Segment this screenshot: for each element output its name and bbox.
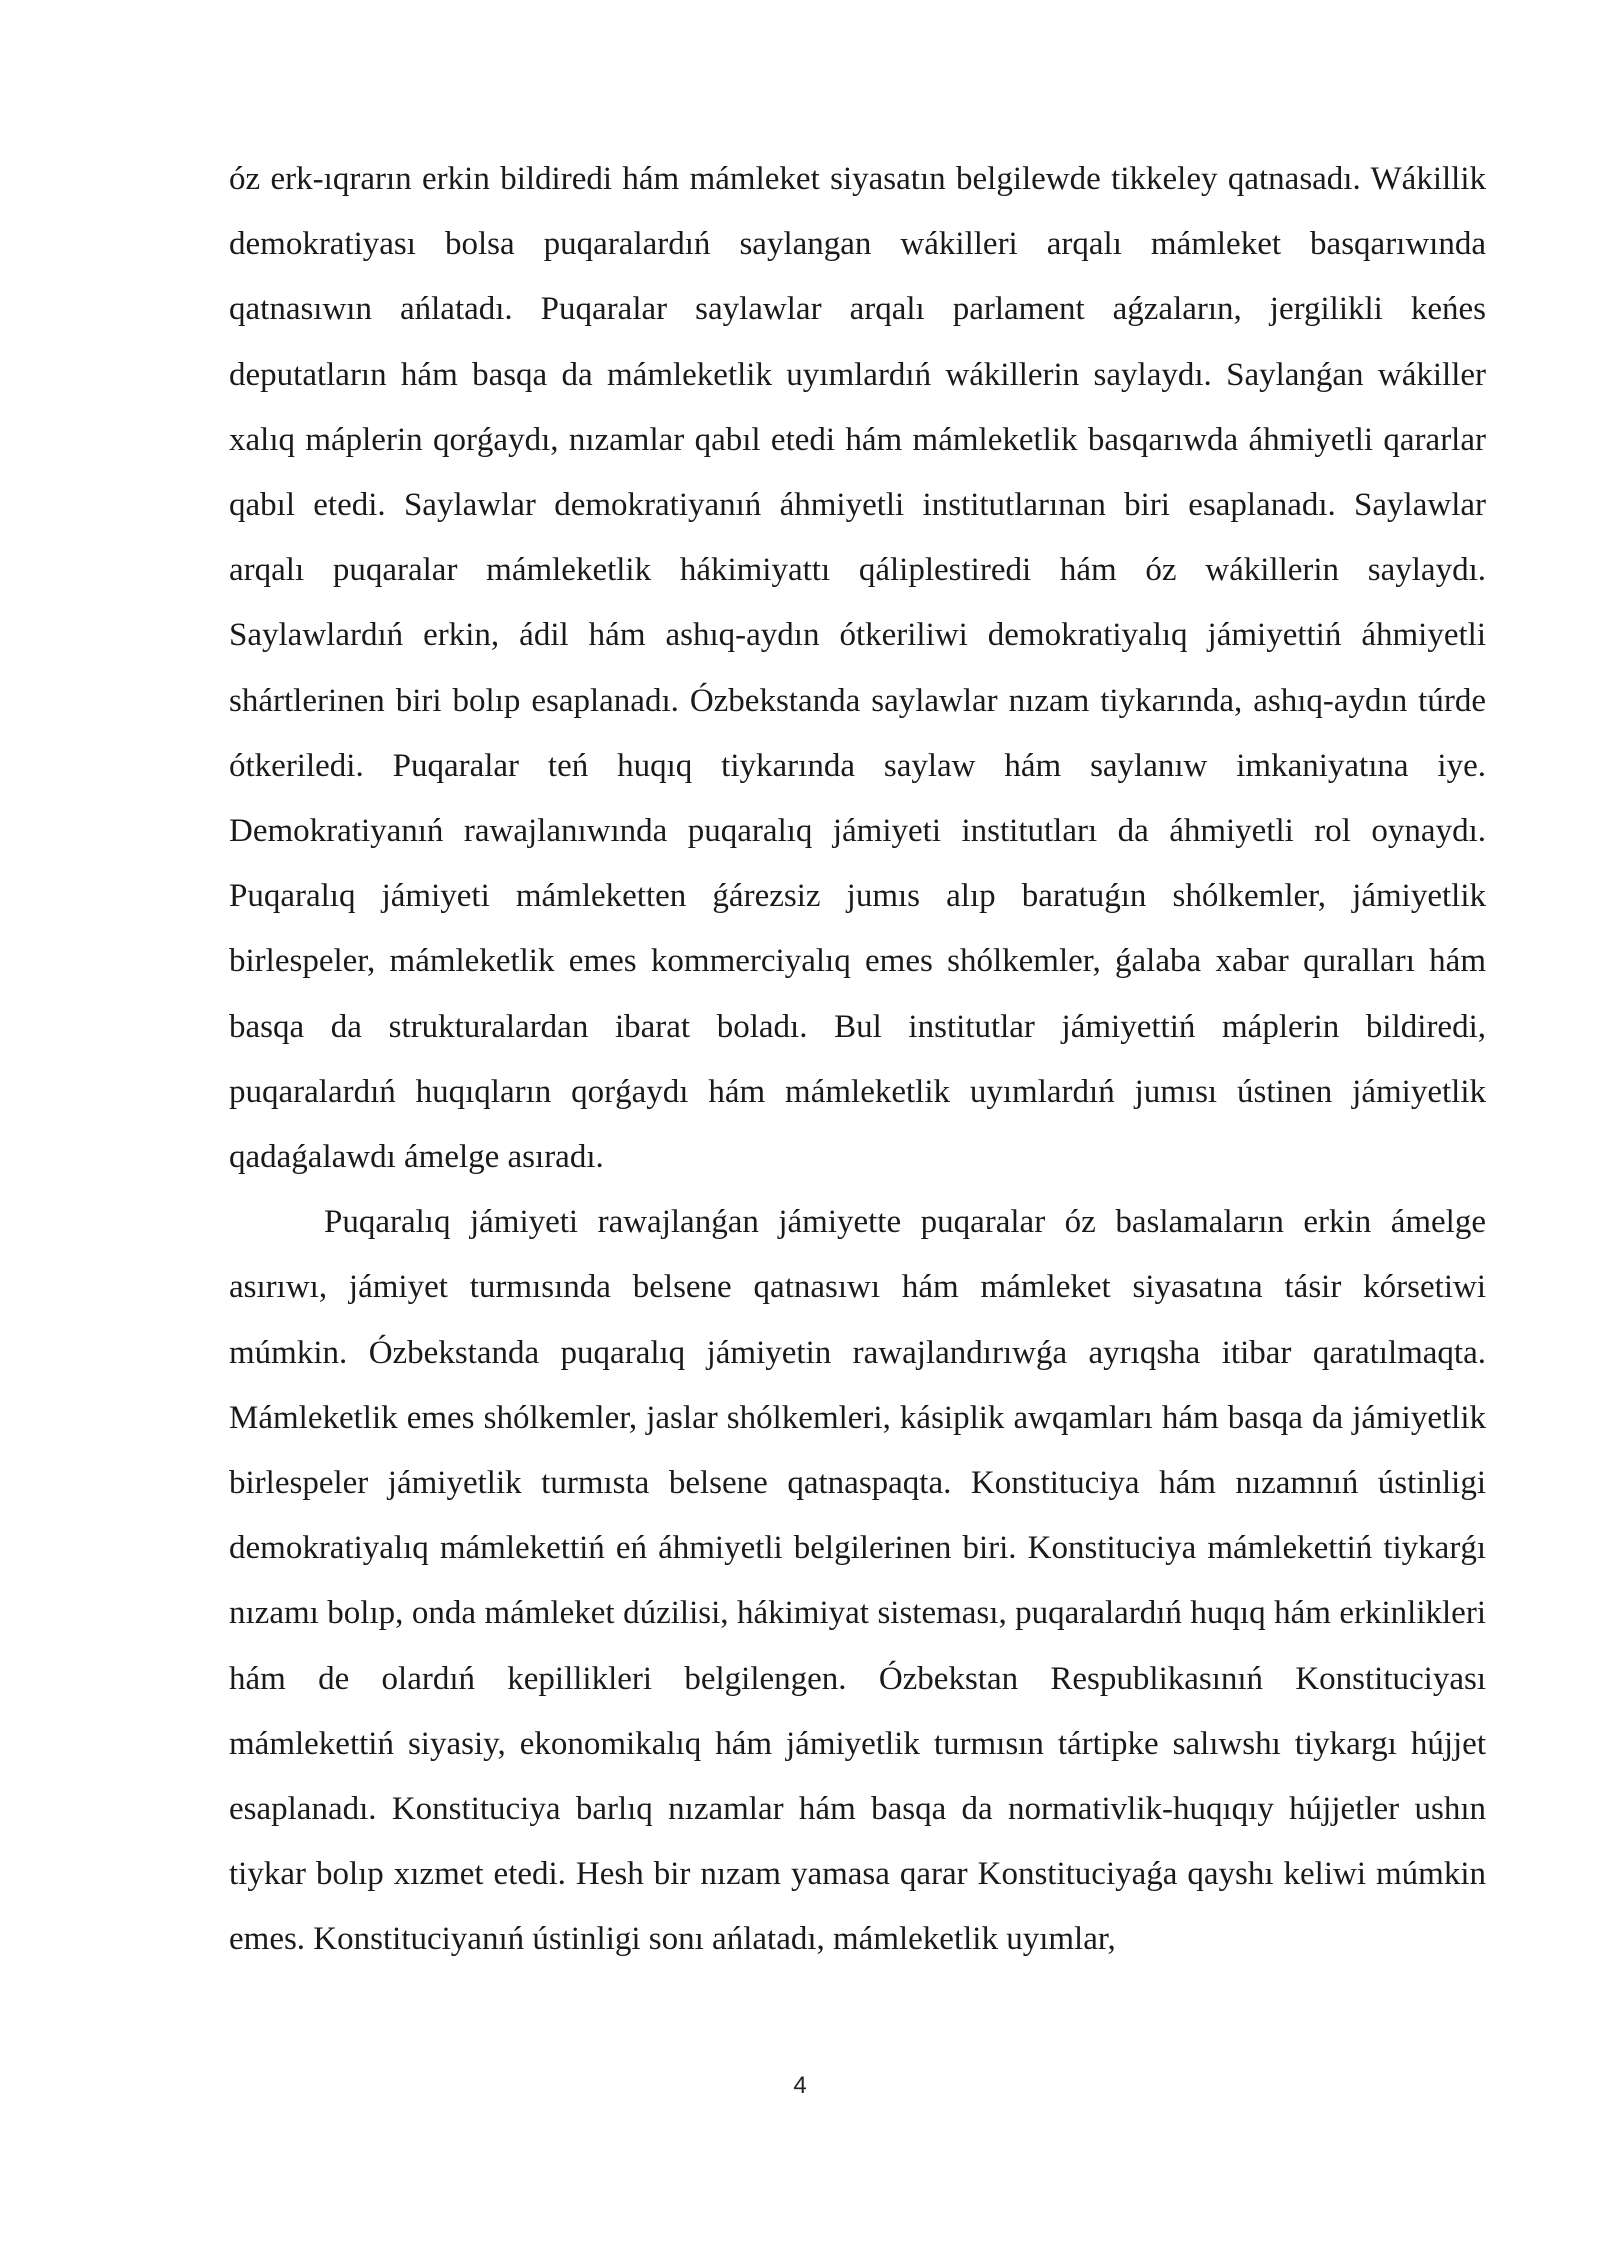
paragraph-continued: óz erk-ıqrarın erkin bildiredi hám mámleket siyasatın belgilewde tikkeley qatnasadı. Wákillik demokratiyası bolsa puqaralardıń saylangan wákilleri arqalı mámleket basqarıwında qatnasıwın ańlatadı. Puqaralar saylawlar arqalı parlament aǵzaların, jergilikli keńes deputatların hám basqa da mámleketlik uyımlardıń wákillerin saylaydı. Saylanǵan wákiller xalıq máplerin qorǵaydı, nızamlar qabıl etedi hám mámleketlik basqarıwda áhmiyetli qararlar qabıl etedi. Saylawlar demokratiyanıń áhmiyetli institutlarınan biri esaplanadı. Saylawlar arqalı puqaralar mámleketlik hákimiyattı qáliplestiredi hám óz wákillerin saylaydı. Saylawlardıń erkin, ádil hám ashıq-aydın ótkeriliwi demokratiyalıq jámiyettiń áhmiyetli shártlerinen biri bolıp esaplanadı. Ózbekstanda saylawlar nızam tiykarında, ashıq-aydın túrde ótkeriledi. Puqaralar teń huqıq tiykarında saylaw hám saylanıw imkaniyatına iye. Demokratiyanıń rawajlanıwında puqaralıq jámiyeti institutları da áhmiyetli rol oynaydı. Puqaralıq jámiyeti mámleketten ǵárezsiz jumıs alıp baratuǵın shólkemler, jámiyetlik birlespeler, mámleketlik emes kommerciyalıq emes shólkemler, ǵalaba xabar quralları hám basqa da strukturalardan ibarat boladı. Bul institutlar jámiyettiń máplerin bildiredi, puqaralardıń huqıqların qorǵaydı hám mámleketlik uyımlardıń jumısı ústinen jámiyetlik qadaǵalawdı ámelge asıradı. bbox=[229, 161, 1486, 1176]
body-text bbox=[229, 147, 1486, 1973]
paragraph-civil-society: Puqaralıq jámiyeti rawajlanǵan jámiyette puqaralar óz baslamaların erkin ámelge asırıwı, jámiyet turmısında belsene qatnasıwı hám mámleket siyasatına tásir kórsetiwi múmkin. Ózbekstanda puqaralıq jámiyetin rawajlandırıwǵa ayrıqsha itibar qaratılmaqta. Mámleketlik emes shólkemler, jaslar shólkemleri, kásiplik awqamları hám basqa da jámiyetlik birlespeler jámiyetlik turmısta belsene qatnaspaqta. Konstituciya hám nızamnıń ústinligi demokratiyalıq mámlekettiń eń áhmiyetli belgilerinen biri. Konstituciya mámlekettiń tiykarǵı nızamı bolıp, onda mámleket dúzilisi, hákimiyat sisteması, puqaralardıń huqıq hám erkinlikleri hám de olardıń kepillikleri belgilengen. Ózbekstan Respublikasınıń Konstituciyası mámlekettiń siyasiy, ekonomikalıq hám jámiyetlik turmısın tártipke salıwshı tiykargı hújjet esaplanadı. Konstituciya barlıq nızamlar hám basqa da normativlik-huqıqıy hújjetler ushın tiykar bolıp xızmet etedi. Hesh bir nızam yamasa qarar Konstituciyaǵa qayshı keliwi múmkin emes. Konstituciyanıń ústinligi sonı ańlatadı, mámleketlik uyımlar, bbox=[229, 1204, 1486, 1958]
page-number: 4 bbox=[793, 2072, 807, 2099]
